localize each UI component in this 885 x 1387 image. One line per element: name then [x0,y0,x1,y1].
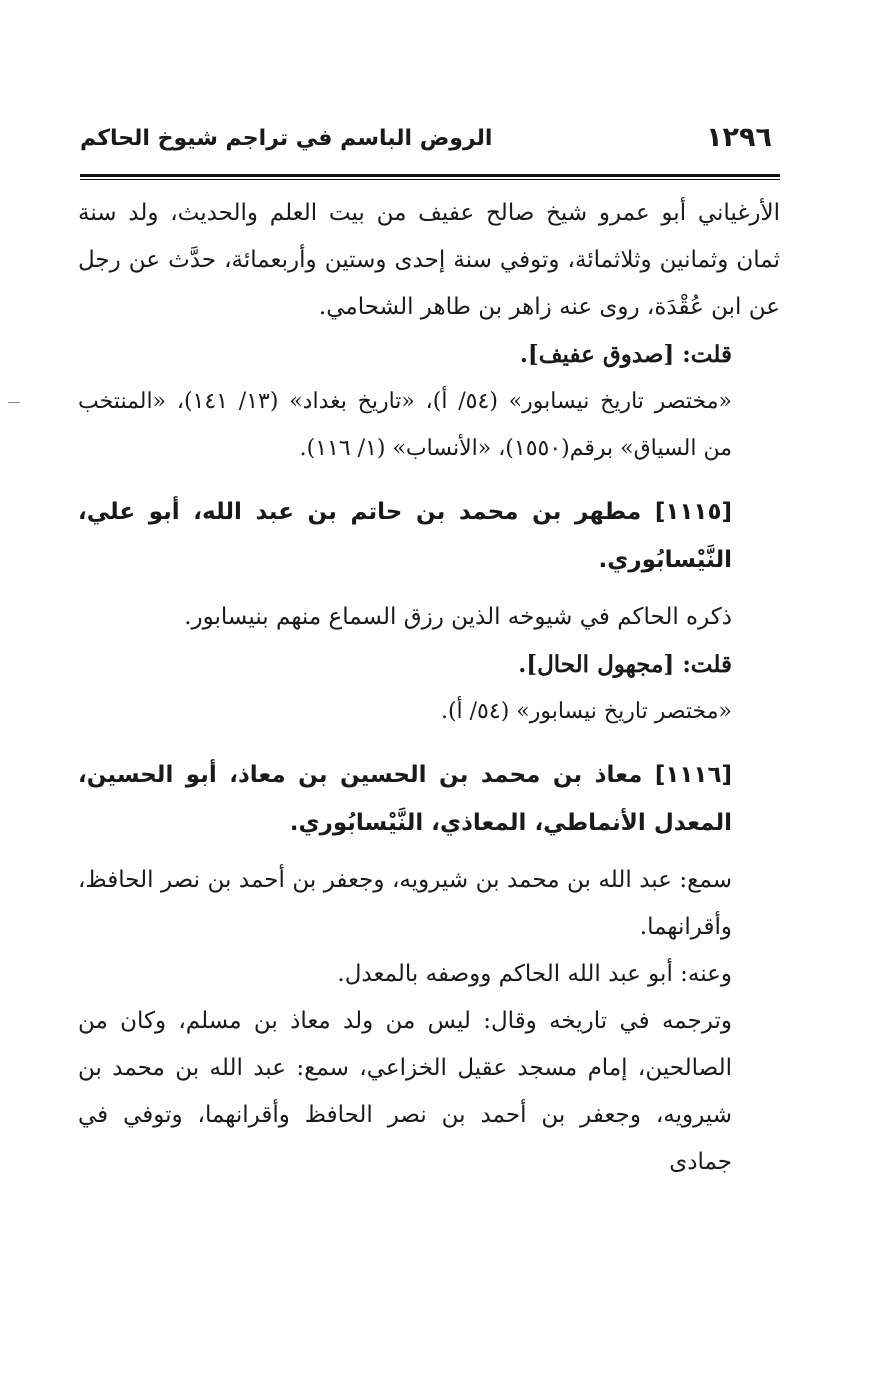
wa-anhu-paragraph-1116: وعنه: أبو عبد الله الحاكم ووصفه بالمعدل. [337,961,732,987]
entry-heading-1115: [١١١٥] مطهر بن محمد بن حاتم بن عبد الله، أبو علي، النَّيْسابُوري. [78,499,732,573]
entry-text-1115: ذكره الحاكم في شيوخه الذين رزق السماع منهم بنيسابور. [184,604,732,630]
verdict-line-1115: قلت: [مجهول الحال]. [518,651,732,678]
sources-line-1115: «مختصر تاريخ نيسابور» (٥٤/ أ). [440,699,732,724]
page-number: ١٢٩٦ [706,122,772,153]
running-title: الروض الباسم في تراجم شيوخ الحاكم [80,126,493,151]
header-rule [80,174,780,177]
header-rule-thin [80,179,780,180]
verdict-line: قلت: [صدوق عفيف]. [519,341,732,368]
sami-paragraph-1116: سمع: عبد الله بن محمد بن شيرويه، وجعفر بن أحمد بن نصر الحافظ، وأقرانهما. [78,867,732,940]
page-header [80,122,780,168]
continuation-paragraph: الأرغياني أبو عمرو شيخ صالح عفيف من بيت العلم والحديث، ولد سنة ثمان وثمانين وثلاثمائة، وتوفي سنة إحدى وستين وأربعمائة، حدَّث عن رجل عن ابن عُقْدَة، روى عنه زاهر بن طاهر الشحامي. [78,200,780,320]
page-body [78,190,780,1186]
margin-mark [8,402,20,403]
entry-heading-1116: [١١١٦] معاذ بن محمد بن الحسين بن معاذ، أبو الحسين، المعدل الأنماطي، المعاذي، النَّيْسابُوري. [78,762,732,836]
sources-line: «مختصر تاريخ نيسابور» (٥٤/ أ)، «تاريخ بغداد» (١٣/ ١٤١)، «المنتخب من السياق» برقم(١٥٥٠)، «الأنساب» (١/ ١١٦). [78,389,732,461]
tarjama-paragraph-1116: وترجمه في تاريخه وقال: ليس من ولد معاذ بن مسلم، وكان من الصالحين، إمام مسجد عقيل الخزاعي، سمع: عبد الله بن محمد بن شيرويه، وجعفر بن أحمد بن نصر الحافظ وأقرانهما، وتوفي في جمادى [78,1008,732,1175]
